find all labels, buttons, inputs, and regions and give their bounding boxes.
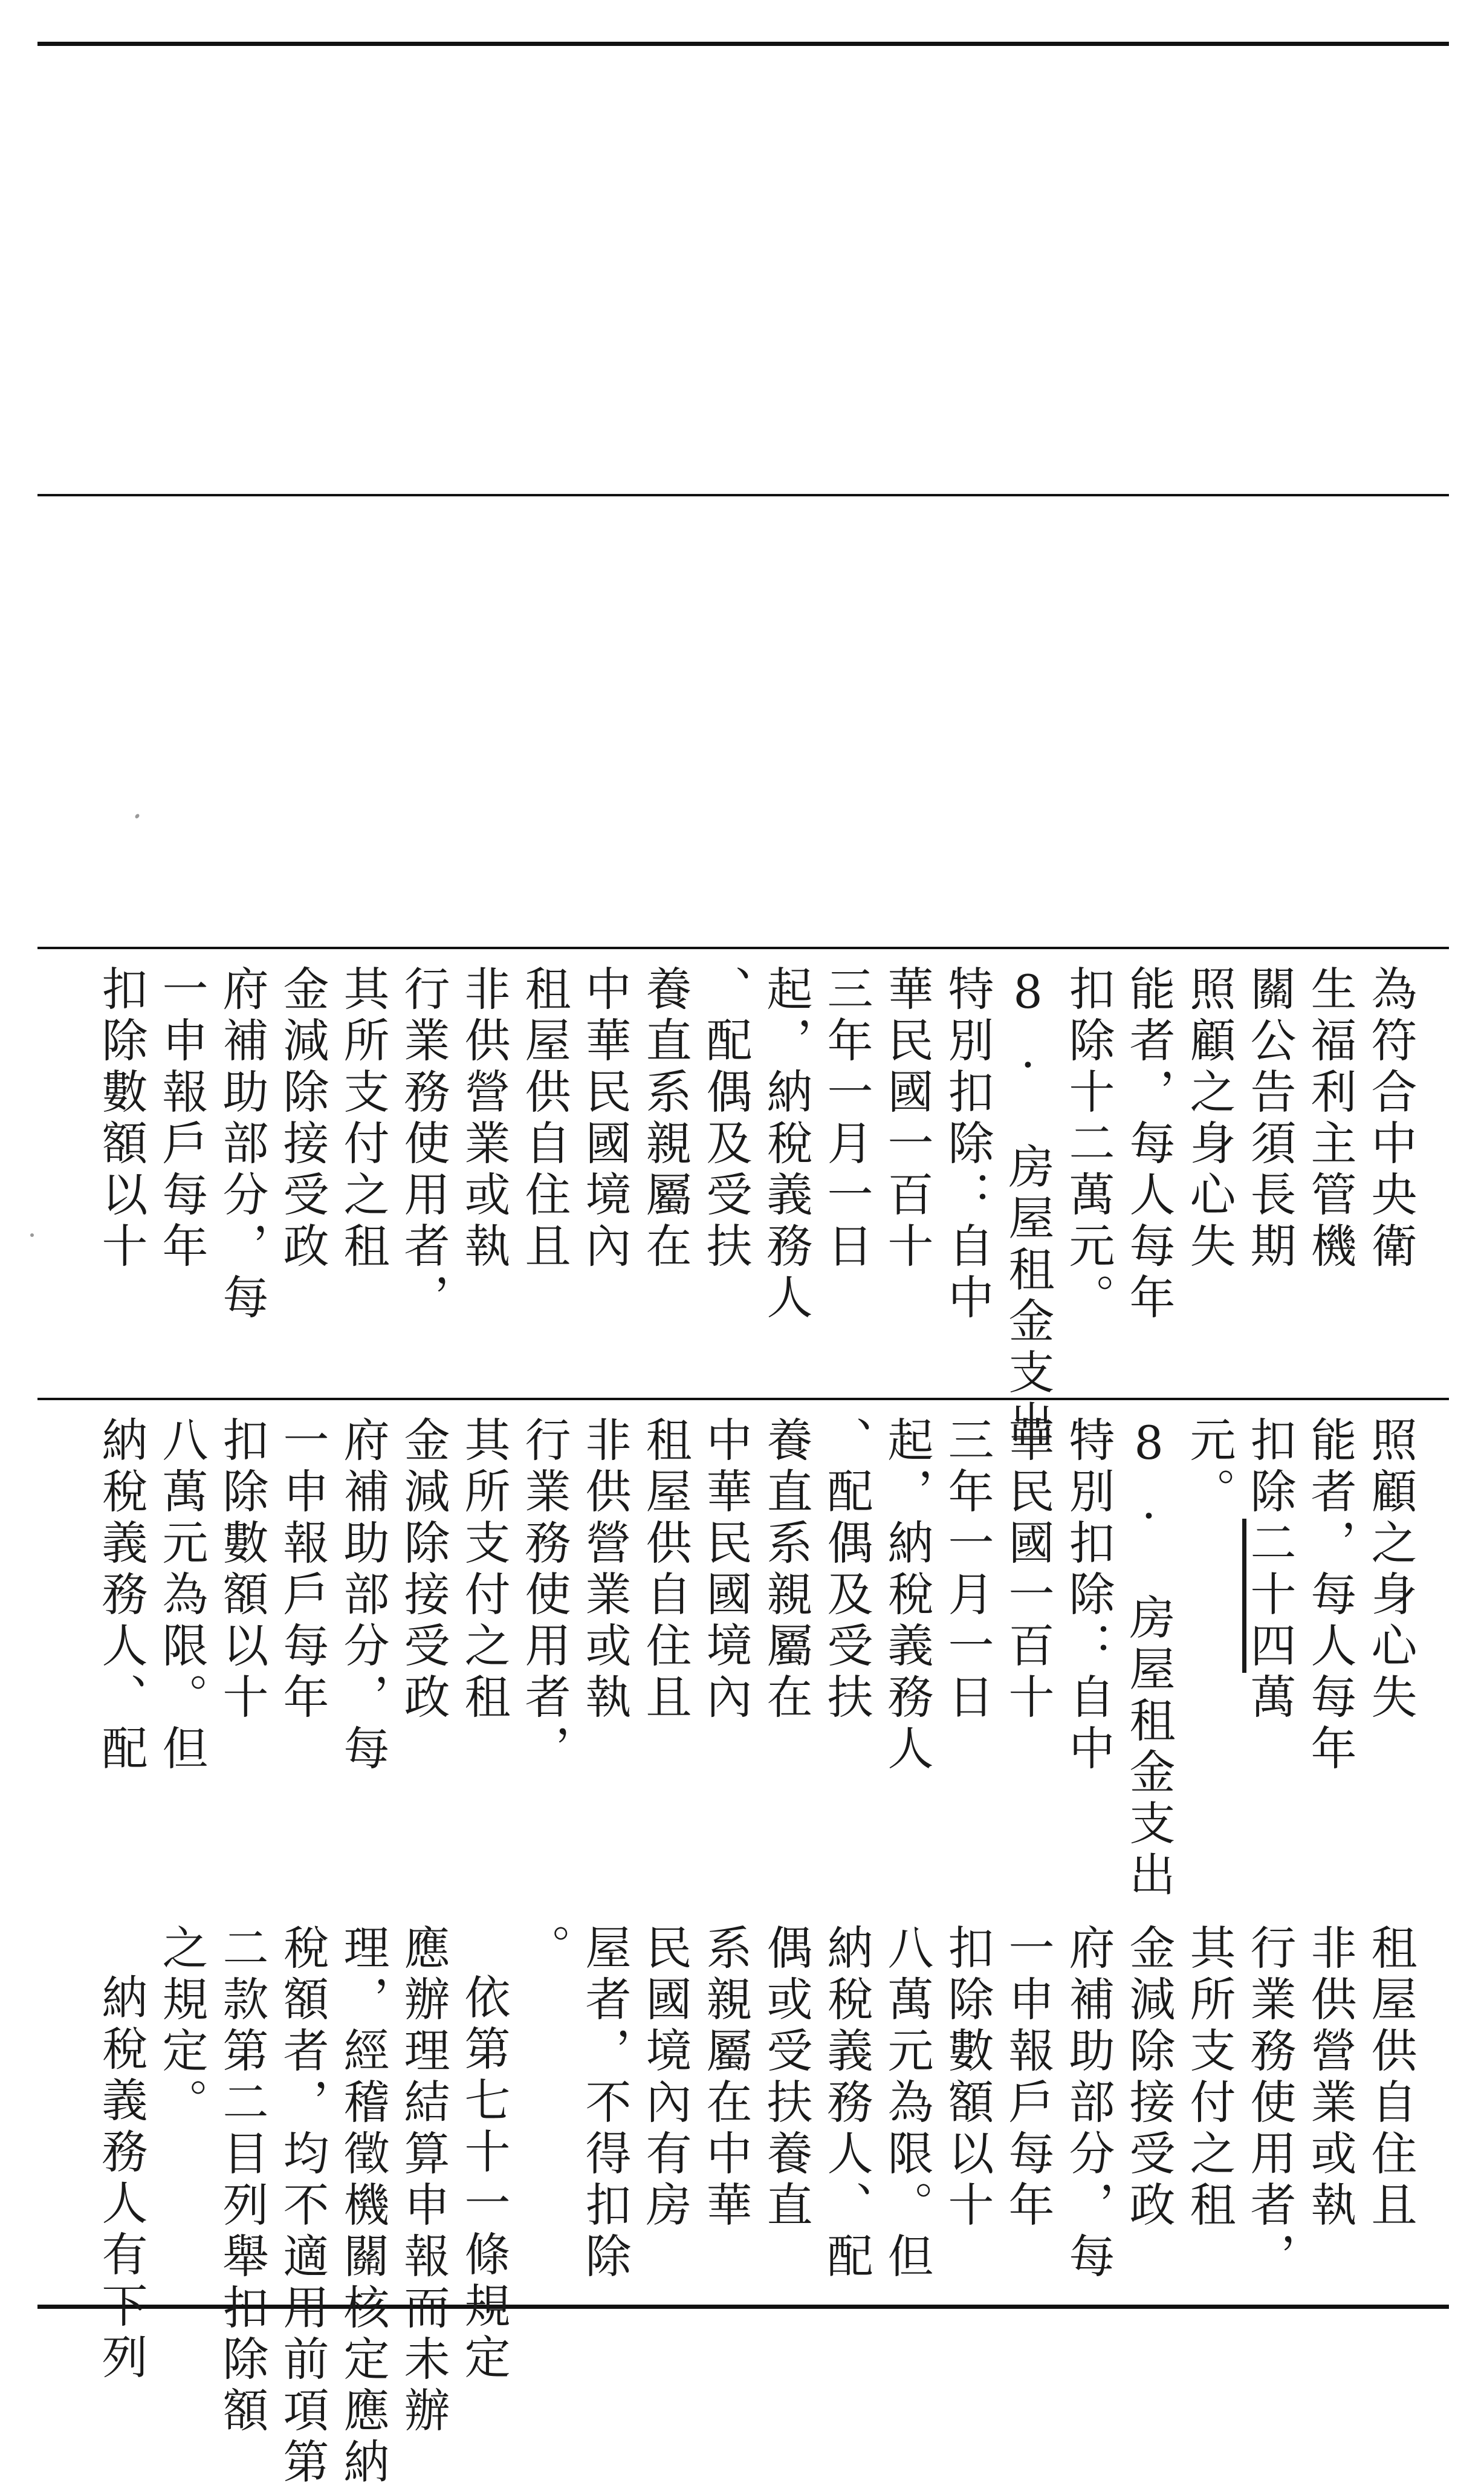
text-column: 扣除數額以十 — [94, 965, 148, 1273]
text-column: 偶或受扶養直 — [759, 1924, 813, 2232]
text-column: 照顧之身心失 — [1364, 1416, 1418, 1724]
text-column: 八萬元為限。但 — [880, 1924, 934, 2283]
top-border-rule — [37, 42, 1449, 46]
text-column: 應辦理結算申報而未辦 — [397, 1924, 450, 2438]
text-column: 一申報戶每年 — [1001, 1924, 1055, 2232]
text-column: 二款第二目列舉扣除額 — [215, 1924, 269, 2438]
text-column: 非供營業或執 — [1303, 1924, 1357, 2232]
text-column: 其所支付之租 — [336, 965, 390, 1273]
text-column: 養直系親屬在 — [759, 1416, 813, 1724]
text-column: 8. 房屋租金支出 — [1122, 1416, 1176, 1902]
text-column: 系親屬在中華 — [699, 1924, 753, 2232]
text-column: 關公告須長期 — [1243, 965, 1297, 1273]
text-column — [1243, 1416, 1297, 1724]
text-column: 、配偶及受扶 — [699, 965, 753, 1273]
text-column: 華民國一百十 — [880, 965, 934, 1273]
text-column: 依第七十一條規定 — [457, 1973, 511, 2384]
text-column: 一申報戶每年 — [276, 1416, 329, 1724]
text-column: 特別扣除：自中 — [1061, 1416, 1115, 1776]
text-column: 8. 房屋租金支出 — [1001, 965, 1055, 1451]
text-column: 稅額者，均不適用前項第 — [276, 1924, 329, 2489]
text-column: 府補助部分，每 — [215, 965, 269, 1325]
scan-speck — [134, 813, 140, 819]
text-column: 府補助部分，每 — [336, 1416, 390, 1776]
text-column: 扣除數額以十 — [215, 1416, 269, 1724]
scan-speck — [30, 1233, 34, 1237]
text-column: 租屋供自住且 — [638, 1416, 692, 1724]
text-column: 租屋供自住且 — [517, 965, 571, 1273]
text-column: 扣除數額以十 — [941, 1924, 994, 2232]
text-column: 起，納稅義務人 — [880, 1416, 934, 1776]
text-column: 中華民國境內 — [699, 1416, 753, 1724]
section-divider-2 — [37, 947, 1449, 949]
text-column: 金減除接受政 — [1122, 1924, 1176, 2232]
text-column: 納稅義務人有下列 — [94, 1973, 148, 2384]
text-column: 元。 — [1182, 1416, 1236, 1519]
text-column: 一申報戶每年 — [155, 965, 209, 1273]
text-column: 能者，每人每年 — [1303, 1416, 1357, 1776]
text-column: 為符合中央衛 — [1364, 965, 1418, 1273]
underlined-amount: 二十四 — [1243, 1519, 1297, 1673]
text-column: 行業務使用者， — [517, 1416, 571, 1776]
text-column: 、配偶及受扶 — [820, 1416, 873, 1724]
text-column: 照顧之身心失 — [1182, 965, 1236, 1273]
text-run: 扣除 — [1243, 1416, 1297, 1519]
text-column: 金減除接受政 — [397, 1416, 450, 1724]
text-column: 中華民國境內 — [578, 965, 632, 1273]
text-column: 其所支付之租 — [457, 1416, 511, 1724]
text-column: 金減除接受政 — [276, 965, 329, 1273]
text-column: 。 — [517, 1924, 571, 1975]
text-column: 三年一月一日 — [941, 1416, 994, 1724]
text-run: 萬 — [1243, 1673, 1297, 1724]
text-column: 養直系親屬在 — [638, 965, 692, 1273]
text-column: 三年一月一日 — [820, 965, 873, 1273]
text-column: 之規定。 — [155, 1924, 209, 2129]
text-column: 行業務使用者， — [1243, 1924, 1297, 2283]
text-column: 屋者，不得扣除 — [578, 1924, 632, 2283]
text-column: 生福利主管機 — [1303, 965, 1357, 1273]
text-column: 非供營業或執 — [578, 1416, 632, 1724]
text-column: 其所支付之租 — [1182, 1924, 1236, 2232]
text-column: 非供營業或執 — [457, 965, 511, 1273]
text-column: 理，經稽徵機關核定應納 — [336, 1924, 390, 2489]
text-column: 扣除十二萬元。 — [1061, 965, 1115, 1325]
text-column: 民國境內有房 — [638, 1924, 692, 2232]
text-column: 八萬元為限。但 — [155, 1416, 209, 1776]
section-divider-1 — [37, 494, 1449, 496]
text-column: 特別扣除：自中 — [941, 965, 994, 1325]
text-column: 華民國一百十 — [1001, 1416, 1055, 1724]
text-column: 起，納稅義務人 — [759, 965, 813, 1325]
text-column: 能者，每人每年 — [1122, 965, 1176, 1325]
text-column: 租屋供自住且 — [1364, 1924, 1418, 2232]
text-column: 行業務使用者， — [397, 965, 450, 1325]
text-column: 府補助部分，每 — [1061, 1924, 1115, 2283]
text-column: 納稅義務人、配 — [94, 1416, 148, 1776]
text-column: 納稅義務人、配 — [820, 1924, 873, 2283]
section-divider-3 — [37, 1398, 1449, 1400]
